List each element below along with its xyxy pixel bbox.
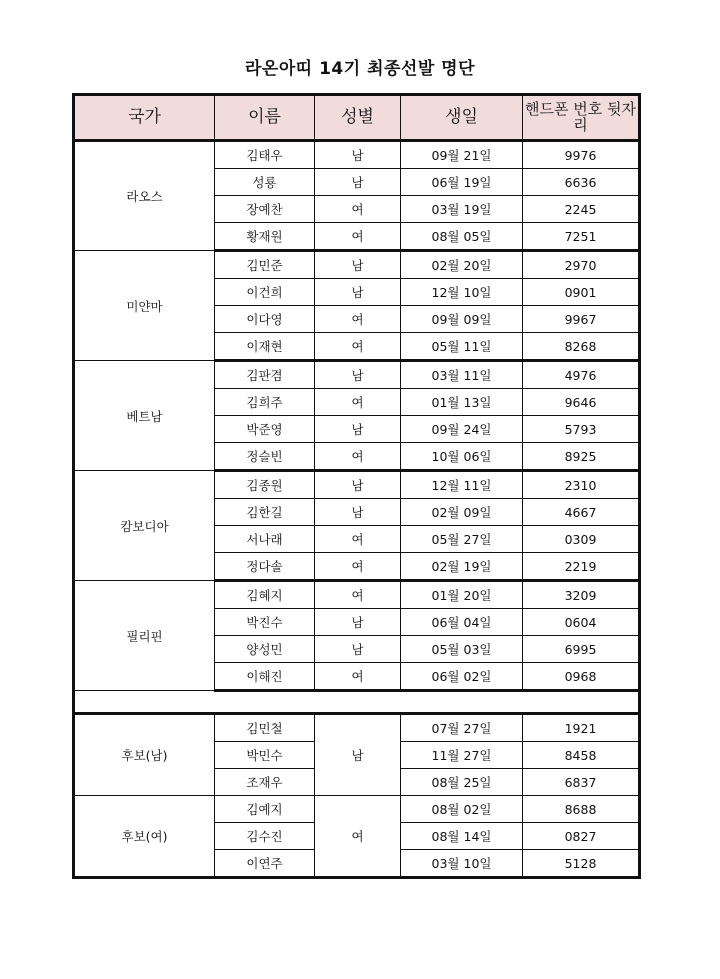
birthday-cell: 01월 13일: [401, 389, 523, 416]
gender-cell: 남: [315, 169, 401, 196]
gender-cell: 남: [315, 609, 401, 636]
name-cell: 김태우: [215, 141, 315, 169]
birthday-cell: 08월 02일: [401, 796, 523, 823]
gender-cell: 남: [315, 279, 401, 306]
separator-cell: [74, 691, 640, 714]
phone-cell: 5128: [523, 850, 640, 878]
phone-cell: 7251: [523, 223, 640, 251]
phone-cell: 6837: [523, 769, 640, 796]
header-birthday: 생일: [401, 95, 523, 141]
birthday-cell: 02월 09일: [401, 499, 523, 526]
name-cell: 김한길: [215, 499, 315, 526]
table-row: [74, 471, 640, 499]
name-cell: 박진수: [215, 609, 315, 636]
phone-cell: 0309: [523, 526, 640, 553]
name-cell: 이다영: [215, 306, 315, 333]
gender-cell: 남: [315, 714, 401, 796]
header-gender: 성별: [315, 95, 401, 141]
birthday-cell: 05월 11일: [401, 333, 523, 361]
name-cell: 장예찬: [215, 196, 315, 223]
gender-cell: 남: [315, 251, 401, 279]
birthday-cell: 05월 03일: [401, 636, 523, 663]
birthday-cell: 08월 14일: [401, 823, 523, 850]
gender-cell: 남: [315, 416, 401, 443]
birthday-cell: 08월 05일: [401, 223, 523, 251]
phone-cell: 0968: [523, 663, 640, 691]
birthday-cell: 02월 20일: [401, 251, 523, 279]
name-cell: 이연주: [215, 850, 315, 878]
country-cell: 라오스: [74, 141, 215, 251]
birthday-cell: 10월 06일: [401, 443, 523, 471]
gender-cell: 여: [315, 663, 401, 691]
birthday-cell: 12월 11일: [401, 471, 523, 499]
table-row: [74, 361, 640, 389]
name-cell: 정다솔: [215, 553, 315, 581]
gender-cell: 여: [315, 796, 401, 878]
name-cell: 박민수: [215, 742, 315, 769]
phone-cell: 6995: [523, 636, 640, 663]
name-cell: 이해진: [215, 663, 315, 691]
phone-cell: 8688: [523, 796, 640, 823]
birthday-cell: 09월 24일: [401, 416, 523, 443]
gender-cell: 여: [315, 581, 401, 609]
name-cell: 황재원: [215, 223, 315, 251]
country-cell: 필리핀: [74, 581, 215, 691]
name-cell: 김민준: [215, 251, 315, 279]
name-cell: 조재우: [215, 769, 315, 796]
gender-cell: 남: [315, 499, 401, 526]
table-row: [74, 796, 640, 823]
country-cell: 베트남: [74, 361, 215, 471]
roster-body: [74, 141, 640, 878]
name-cell: 김민철: [215, 714, 315, 742]
table-row: [74, 714, 640, 742]
birthday-cell: 05월 27일: [401, 526, 523, 553]
phone-cell: 3209: [523, 581, 640, 609]
gender-cell: 여: [315, 333, 401, 361]
gender-cell: 여: [315, 223, 401, 251]
birthday-cell: 03월 11일: [401, 361, 523, 389]
birthday-cell: 03월 10일: [401, 850, 523, 878]
birthday-cell: 11월 27일: [401, 742, 523, 769]
phone-cell: 8925: [523, 443, 640, 471]
country-cell: 캄보디아: [74, 471, 215, 581]
birthday-cell: 03월 19일: [401, 196, 523, 223]
birthday-cell: 01월 20일: [401, 581, 523, 609]
name-cell: 정슬빈: [215, 443, 315, 471]
phone-cell: 1921: [523, 714, 640, 742]
birthday-cell: 06월 04일: [401, 609, 523, 636]
birthday-cell: 09월 21일: [401, 141, 523, 169]
table-row: [74, 581, 640, 609]
gender-cell: 여: [315, 526, 401, 553]
name-cell: 이건희: [215, 279, 315, 306]
phone-cell: 0827: [523, 823, 640, 850]
birthday-cell: 08월 25일: [401, 769, 523, 796]
birthday-cell: 12월 10일: [401, 279, 523, 306]
page-title: 라온아띠 14기 최종선발 명단: [244, 59, 476, 79]
country-cell: 후보(남): [74, 714, 215, 796]
phone-cell: 9646: [523, 389, 640, 416]
gender-cell: 여: [315, 553, 401, 581]
gender-cell: 남: [315, 471, 401, 499]
name-cell: 김수진: [215, 823, 315, 850]
phone-cell: 9976: [523, 141, 640, 169]
name-cell: 김종원: [215, 471, 315, 499]
gender-cell: 여: [315, 196, 401, 223]
name-cell: 김판겸: [215, 361, 315, 389]
name-cell: 이재현: [215, 333, 315, 361]
phone-cell: 2310: [523, 471, 640, 499]
gender-cell: 여: [315, 306, 401, 333]
gender-cell: 여: [315, 389, 401, 416]
phone-cell: 2245: [523, 196, 640, 223]
gender-cell: 남: [315, 636, 401, 663]
name-cell: 박준영: [215, 416, 315, 443]
birthday-cell: 07월 27일: [401, 714, 523, 742]
name-cell: 서나래: [215, 526, 315, 553]
birthday-cell: 06월 02일: [401, 663, 523, 691]
table-row: [74, 141, 640, 169]
phone-cell: 5793: [523, 416, 640, 443]
header-phone: 핸드폰 번호 뒷자리: [523, 95, 640, 141]
name-cell: 김예지: [215, 796, 315, 823]
birthday-cell: 06월 19일: [401, 169, 523, 196]
phone-cell: 0604: [523, 609, 640, 636]
name-cell: 성룡: [215, 169, 315, 196]
phone-cell: 9967: [523, 306, 640, 333]
phone-cell: 0901: [523, 279, 640, 306]
roster-table: [72, 93, 641, 879]
birthday-cell: 02월 19일: [401, 553, 523, 581]
header-row: [74, 95, 640, 141]
separator-row: [74, 691, 640, 714]
header-name: 이름: [215, 95, 315, 141]
name-cell: 양성민: [215, 636, 315, 663]
table-row: [74, 251, 640, 279]
gender-cell: 여: [315, 443, 401, 471]
phone-cell: 6636: [523, 169, 640, 196]
phone-cell: 8268: [523, 333, 640, 361]
gender-cell: 남: [315, 361, 401, 389]
header-country: 국가: [74, 95, 215, 141]
phone-cell: 8458: [523, 742, 640, 769]
name-cell: 김희주: [215, 389, 315, 416]
country-cell: 후보(여): [74, 796, 215, 878]
name-cell: 김혜지: [215, 581, 315, 609]
birthday-cell: 09월 09일: [401, 306, 523, 333]
phone-cell: 4667: [523, 499, 640, 526]
country-cell: 미얀마: [74, 251, 215, 361]
phone-cell: 2219: [523, 553, 640, 581]
gender-cell: 남: [315, 141, 401, 169]
phone-cell: 4976: [523, 361, 640, 389]
phone-cell: 2970: [523, 251, 640, 279]
